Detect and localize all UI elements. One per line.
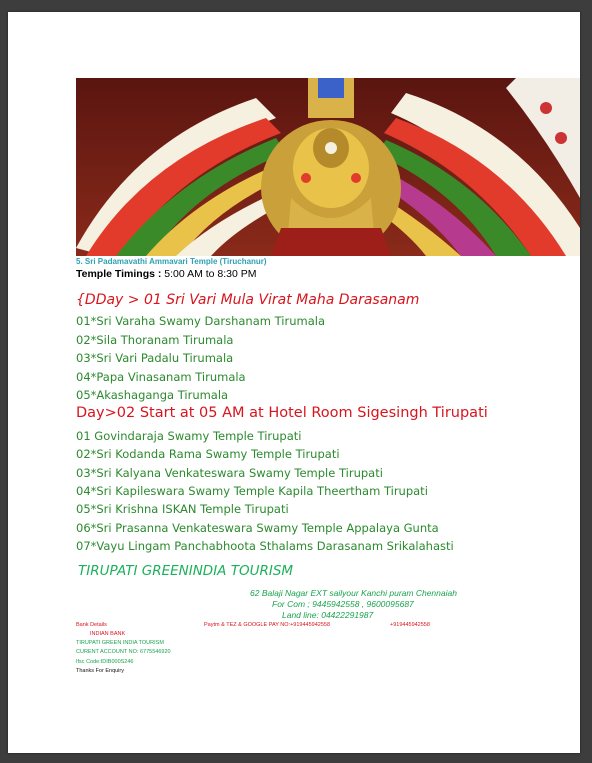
account-number: CURENT ACCOUNT NO: 6775546920 bbox=[76, 649, 171, 655]
day1-item: 05*Akashaganga Tirumala bbox=[76, 388, 229, 402]
day2-item: 04*Sri Kapileswara Swamy Temple Kapila Theertham Tirupati bbox=[76, 484, 428, 498]
temple-deity-image bbox=[76, 78, 580, 256]
day2-item: 05*Sri Krishna ISKAN Temple Tirupati bbox=[76, 502, 289, 516]
photo-caption: 5. Sri Padamavathi Ammavari Temple (Tiruchanur) bbox=[76, 257, 267, 266]
day2-heading: Day>02 Start at 05 AM at Hotel Room Sigesingh Tirupati bbox=[76, 405, 488, 421]
timings-label: Temple Timings : bbox=[76, 268, 162, 280]
bank-details-title: Bank Details bbox=[76, 622, 107, 628]
brand-title: TIRUPATI GREENINDIA TOURISM bbox=[78, 563, 294, 579]
timings-value: 5:00 AM to 8:30 PM bbox=[164, 268, 257, 280]
day1-heading: {DDay > 01 Sri Vari Mula Virat Maha Darasanam bbox=[76, 292, 420, 308]
account-name: TIRUPATI GREEN INDIA TOURISM bbox=[76, 640, 164, 646]
ifsc-code: Ifsc Code:IDIB000S246 bbox=[76, 659, 134, 665]
payment-label: Paytm & TEZ & GOOGLE PAY NO:+919445942558 bbox=[204, 622, 331, 628]
temple-timings bbox=[76, 268, 257, 280]
day1-item: 02*Sila Thoranam Tirumala bbox=[76, 333, 234, 347]
day1-item: 03*Sri Vari Padalu Tirumala bbox=[76, 351, 234, 365]
day2-item: 06*Sri Prasanna Venkateswara Swamy Temple Appalaya Gunta bbox=[76, 521, 439, 535]
landline: Land line: 04422291987 bbox=[282, 610, 374, 620]
day1-item: 01*Sri Varaha Swamy Darshanam Tirumala bbox=[76, 314, 325, 328]
bank-name: INDIAN BANK bbox=[90, 631, 126, 637]
day1-item: 04*Papa Vinasanam Tirumala bbox=[76, 370, 246, 384]
payment-number: +919445942558 bbox=[390, 622, 430, 628]
thanks-note: Thanks For Enquiry bbox=[76, 668, 124, 674]
day2-item: 01 Govindaraja Swamy Temple Tirupati bbox=[76, 429, 302, 443]
address-line: 62 Balaji Nagar EXT sailyour Kanchi puram Chennaiah bbox=[250, 588, 457, 598]
phone-line: For Com ; 9445942558 , 9600095687 bbox=[272, 599, 414, 609]
day2-item: 03*Sri Kalyana Venkateswara Swamy Temple Tirupati bbox=[76, 466, 383, 480]
temple-photo bbox=[76, 78, 580, 256]
day2-item: 02*Sri Kodanda Rama Swamy Temple Tirupati bbox=[76, 447, 340, 461]
document-page bbox=[8, 12, 580, 753]
day2-item: 07*Vayu Lingam Panchabhoota Sthalams Darasanam Srikalahasti bbox=[76, 539, 454, 553]
